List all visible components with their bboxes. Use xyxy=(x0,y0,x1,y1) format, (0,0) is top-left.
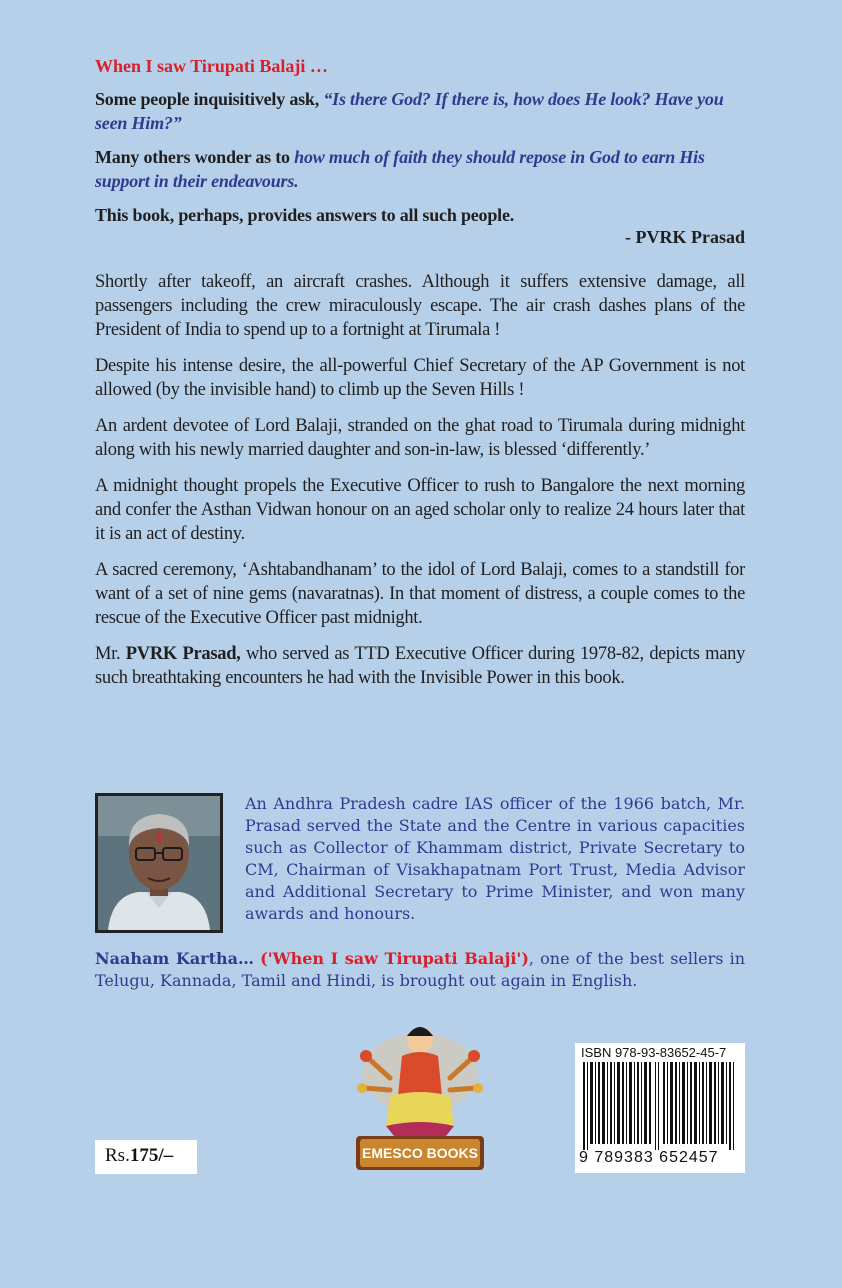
body-paragraph-1: Shortly after takeoff, an aircraft crashes. Although it suffers extensive damage, all passengers including the crew miraculously escape. The air crash dashes plans of the President of India to spend up to a fortnight at Tirumala ! xyxy=(95,272,745,340)
body-paragraph-4: A midnight thought propels the Executive Officer to rush to Bangalore the next morning and confer the Asthan Vidwan honour on an aged scholar only to realize 24 hours later that it is an act of destiny. xyxy=(95,476,745,544)
goddess-logo-icon xyxy=(350,1018,490,1176)
teaser-paragraph-1: Some people inquisitively ask, “Is there God? If there is, how does He look? Have you seen Him?” xyxy=(95,89,724,133)
barcode-digits: 9 789383 652457 xyxy=(579,1149,719,1166)
author-section xyxy=(95,793,745,933)
author-bio: An Andhra Pradesh cadre IAS officer of the 1966 batch, Mr. Prasad served the State and the Centre in various capacities such as Collector of Khammam district, Private Secretary to CM, Chairman of Visakhapatnam Port Trust, Media Advisor and Additional Secretary to Prime Minister, and won many awards and honours. xyxy=(245,794,745,923)
isbn-label: ISBN 978-93-83652-45-7 xyxy=(581,1045,727,1060)
body-paragraph-2: Despite his intense desire, the all-powerful Chief Secretary of the AP Government is not allowed (by the invisible hand) to climb up the Seven Hills ! xyxy=(95,356,745,400)
publisher-name: EMESCO BOOKS xyxy=(362,1145,478,1161)
teaser-title: When I saw Tirupati Balaji … xyxy=(95,56,328,76)
isbn-barcode xyxy=(575,1043,745,1173)
price-tag: Rs.175/– xyxy=(95,1140,197,1174)
body-paragraph-6: Mr. PVRK Prasad, who served as TTD Executive Officer during 1978-82, depicts many such breathtaking encounters he had with the Invisible Power in this book. xyxy=(95,644,746,688)
teaser-paragraph-2: Many others wonder as to how much of faith they should repose in God to earn His support in their endeavours. xyxy=(95,147,705,191)
teaser-signature: - PVRK Prasad xyxy=(625,227,745,247)
publisher-logo xyxy=(350,1018,490,1176)
body-paragraph-3: An ardent devotee of Lord Balaji, stranded on the ghat road to Tirumala during midnight along with his newly married daughter and son-in-law, is blessed ‘differently.’ xyxy=(95,416,745,460)
teaser-paragraph-3: This book, perhaps, provides answers to all such people. xyxy=(95,205,515,225)
author-photo xyxy=(95,793,223,933)
back-cover-text xyxy=(95,56,745,702)
barcode-icon xyxy=(579,1062,741,1150)
body-paragraph-5: A sacred ceremony, ‘Ashtabandhanam’ to the idol of Lord Balaji, comes to a standstill for want of a set of nine gems (navaratnas). In that moment of distress, a couple comes to the rescue of the Executive Officer past midnight. xyxy=(95,560,745,628)
edition-note: Naaham Kartha… ('When I saw Tirupati Balaji'), one of the best sellers in Telugu, Kannada, Tamil and Hindi, is brought out again in English. xyxy=(95,949,746,990)
